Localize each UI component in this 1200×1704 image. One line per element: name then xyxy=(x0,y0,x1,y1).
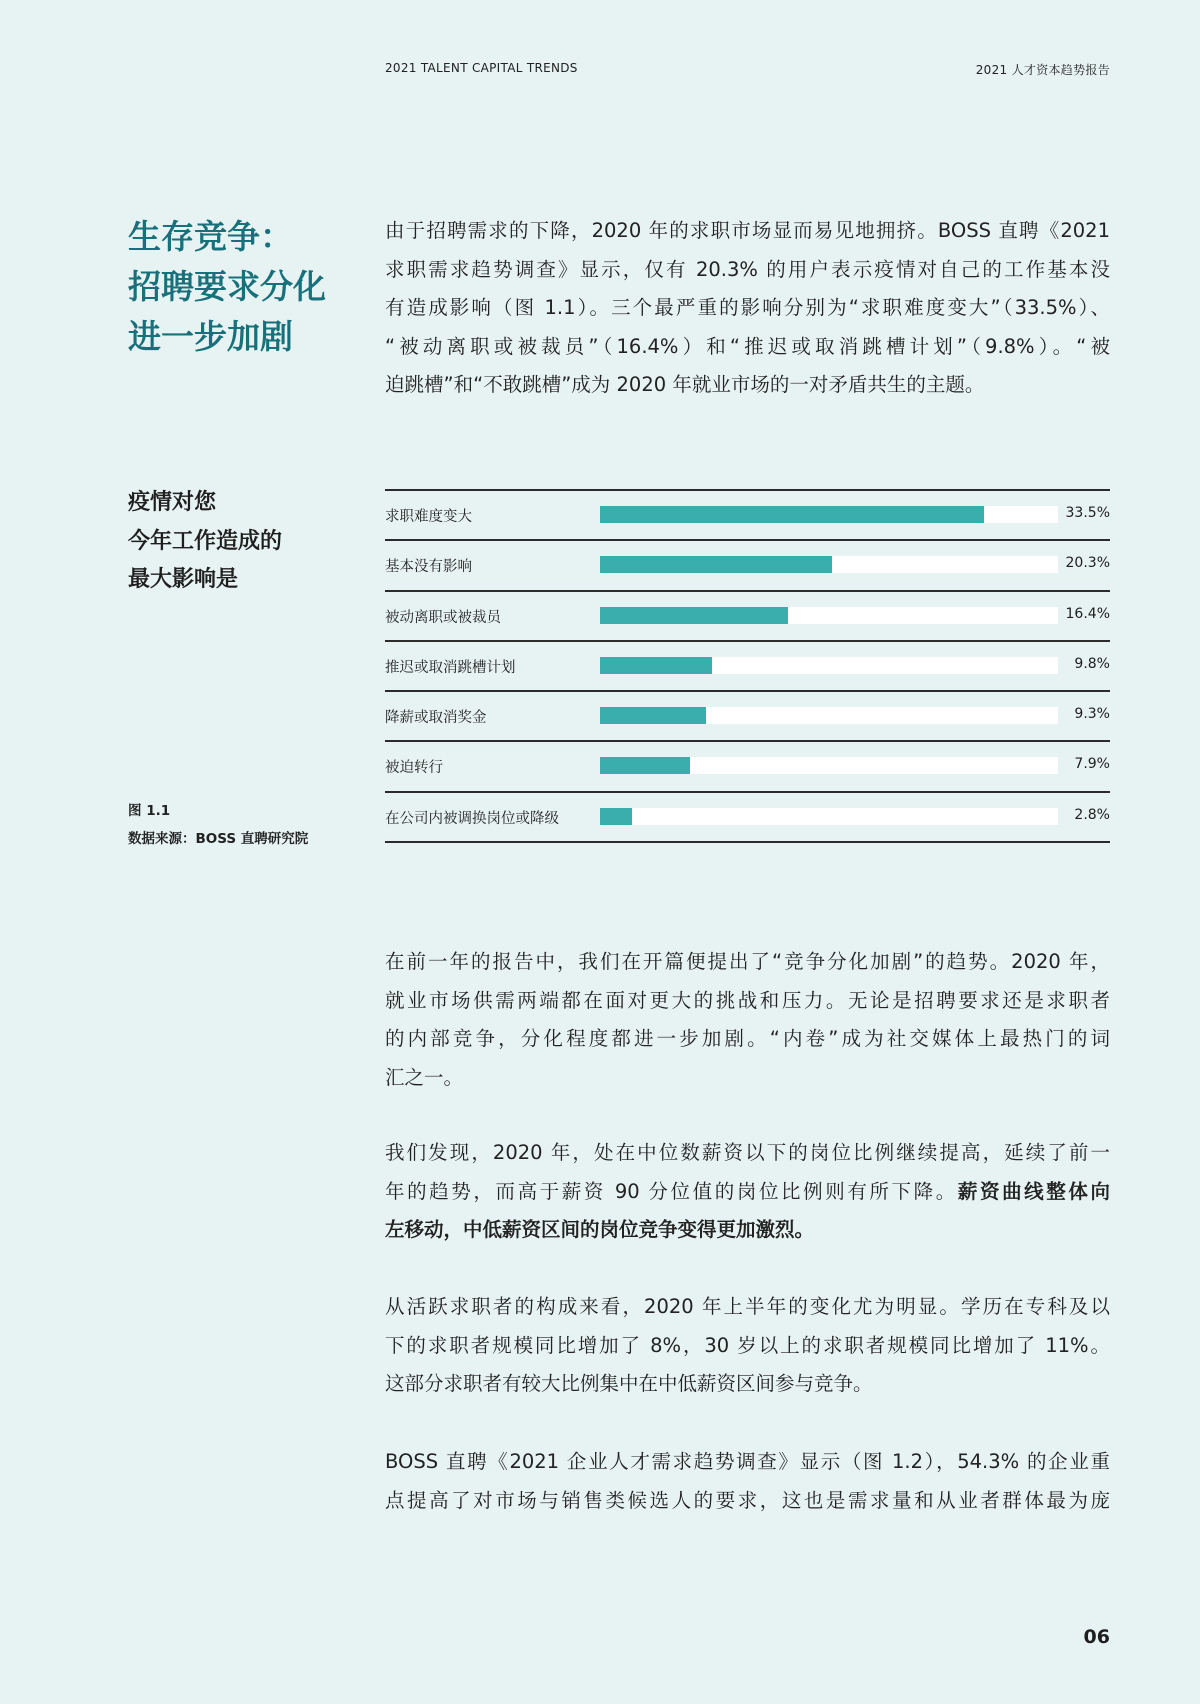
bar xyxy=(600,506,984,523)
category-label: 推迟或取消跳槽计划 xyxy=(385,659,516,676)
chart-row xyxy=(385,791,1110,843)
bar xyxy=(600,757,690,774)
text-line: 我们发现，2020 年，处在中位数薪资以下的岗位比例继续提高，延续了前一 xyxy=(385,1141,1110,1164)
title-line: 进一步加剧 xyxy=(128,317,293,356)
text-line: 在前一年的报告中，我们在开篇便提出了“竞争分化加剧”的趋势。2020 年， xyxy=(385,950,1110,973)
category-label: 降薪或取消奖金 xyxy=(385,710,487,727)
value-label: 9.8% xyxy=(1074,655,1110,672)
paragraph-2 xyxy=(385,943,1110,1097)
bar xyxy=(600,556,832,573)
bar-track xyxy=(600,607,1058,624)
heading-line: 最大影响是 xyxy=(128,567,239,592)
bar-track xyxy=(600,757,1058,774)
text-line: 点提高了对市场与销售类候选人的要求，这也是需求量和从业者群体最为庞 xyxy=(385,1488,1110,1512)
bar xyxy=(600,808,632,825)
bar-track xyxy=(600,808,1058,825)
chart-row xyxy=(385,539,1110,589)
bar-track xyxy=(600,556,1058,573)
intro-paragraph xyxy=(385,212,1110,405)
bar-track xyxy=(600,707,1058,724)
chart-row xyxy=(385,690,1110,740)
bar-track xyxy=(600,506,1058,523)
bar-chart xyxy=(385,489,1110,843)
paragraph-5 xyxy=(385,1443,1110,1520)
category-label: 求职难度变大 xyxy=(385,509,472,525)
category-label: 基本没有影响 xyxy=(385,559,472,576)
text-span: 年的趋势，而高于薪资 90 分位值的岗位比例则有所下降。 xyxy=(385,1179,958,1203)
value-label: 2.8% xyxy=(1074,806,1110,823)
text-line: 有造成影响（图 1.1）。三个最严重的影响分别为“求职难度变大”（33.5%）、 xyxy=(385,296,1110,319)
value-label: 20.3% xyxy=(1065,555,1110,572)
text-line: 就业市场供需两端都在面对更大的挑战和压力。无论是招聘要求还是求职者 xyxy=(385,988,1110,1012)
figure-source: 数据来源：BOSS 直聘研究院 xyxy=(128,831,309,847)
chart-row xyxy=(385,740,1110,790)
text-line: 下的求职者规模同比增加了 8%，30 岁以上的求职者规模同比增加了 11%。 xyxy=(385,1333,1110,1357)
text-line: 由于招聘需求的下降，2020 年的求职市场显而易见地拥挤。BOSS 直聘《2021 xyxy=(385,219,1110,242)
section-title xyxy=(128,212,326,362)
category-label: 被动离职或被裁员 xyxy=(385,609,501,626)
heading-line: 疫情对您 xyxy=(128,490,217,515)
title-line: 生存竞争： xyxy=(128,217,293,256)
bar xyxy=(600,707,706,724)
bold-text-span: 薪资曲线整体向 xyxy=(957,1179,1110,1203)
text-line: “被动离职或被裁员”（16.4%）和“推迟或取消跳槽计划”（9.8%）。“被 xyxy=(385,334,1110,358)
title-line: 招聘要求分化 xyxy=(128,267,326,306)
text-line: 从活跃求职者的构成来看，2020 年上半年的变化尤为明显。学历在专科及以 xyxy=(385,1295,1110,1318)
paragraph-3 xyxy=(385,1134,1110,1250)
bar xyxy=(600,657,712,674)
value-label: 7.9% xyxy=(1074,756,1110,773)
chart-row xyxy=(385,590,1110,640)
bold-text-line: 左移动，中低薪资区间的岗位竞争变得更加激烈。 xyxy=(385,1218,815,1241)
value-label: 16.4% xyxy=(1065,605,1110,622)
text-line: 迫跳槽”和“不敢跳槽”成为 2020 年就业市场的一对矛盾共生的主题。 xyxy=(385,373,985,396)
text-line: 汇之一。 xyxy=(385,1065,464,1089)
heading-line: 今年工作造成的 xyxy=(128,528,283,554)
running-header-left: 2021 TALENT CAPITAL TRENDS xyxy=(385,61,578,75)
text-line xyxy=(385,1173,1110,1212)
running-header-right: 2021 人才资本趋势报告 xyxy=(975,63,1110,77)
bar-track xyxy=(600,657,1058,674)
value-label: 33.5% xyxy=(1065,505,1110,521)
bar xyxy=(600,607,788,624)
figure-label: 图 1.1 xyxy=(128,803,171,819)
value-label: 9.3% xyxy=(1074,706,1110,723)
category-label: 在公司内被调换岗位或降级 xyxy=(385,810,559,827)
category-label: 被迫转行 xyxy=(385,760,443,777)
chart-row xyxy=(385,489,1110,539)
chart-heading xyxy=(128,484,282,600)
text-line: 这部分求职者有较大比例集中在中低薪资区间参与竞争。 xyxy=(385,1372,873,1395)
text-line: 求职需求趋势调查》显示，仅有 20.3% 的用户表示疫情对自己的工作基本没 xyxy=(385,257,1110,281)
page-number: 06 xyxy=(1083,1626,1110,1648)
text-line: 的内部竞争，分化程度都进一步加剧。“内卷”成为社交媒体上最热门的词 xyxy=(385,1027,1110,1050)
chart-row xyxy=(385,640,1110,690)
paragraph-4 xyxy=(385,1288,1110,1404)
text-line: BOSS 直聘《2021 企业人才需求趋势调查》显示（图 1.2），54.3% 的企业重 xyxy=(385,1450,1110,1473)
